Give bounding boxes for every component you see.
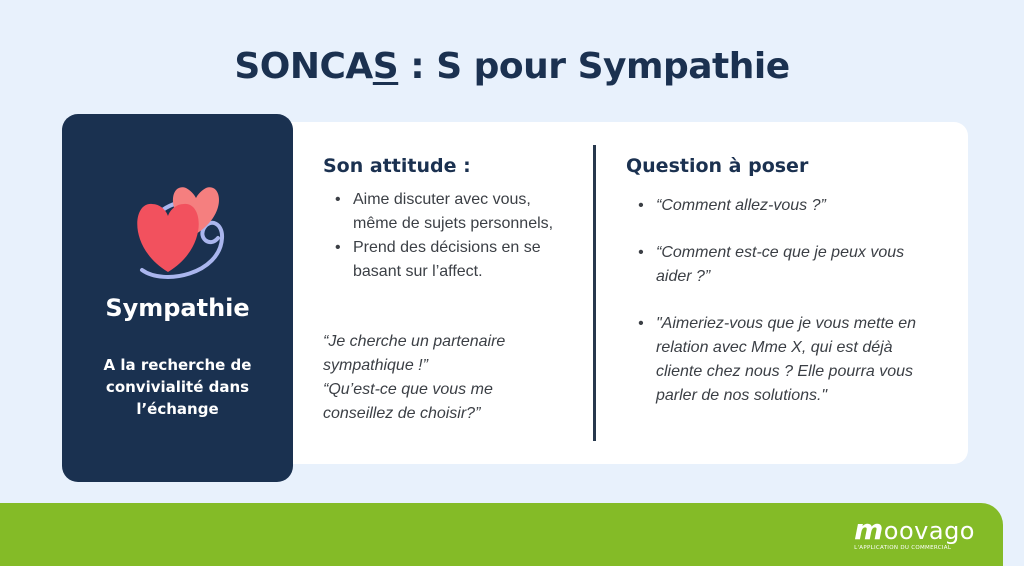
list-item [323, 236, 578, 284]
question-text: "Aimeriez-vous que je vous mette en relation avec Mme X, qui est déjà cliente chez nous ? Elle pourra vous parler de nos solutions." [656, 315, 917, 404]
profile-subtitle: A la recherche de convivialité dans l’échange [103, 356, 252, 418]
list-item [626, 312, 936, 408]
hearts-icon [124, 178, 234, 288]
quote-2: “Qu’est-ce que vous me conseillez de choisir?” [323, 381, 493, 422]
questions-heading: Question à poser [626, 155, 809, 177]
logo-rest: oovago [883, 517, 975, 545]
moovago-logo [854, 513, 975, 551]
logo-tagline: L'APPLICATION DU COMMERCIAL [854, 545, 952, 551]
bullet-icon: • [638, 197, 644, 214]
attitude-quotes [323, 330, 563, 426]
attitude-heading: Son attitude : [323, 155, 471, 177]
profile-title: Sympathie [105, 294, 250, 322]
bullet-icon: • [335, 239, 341, 256]
bullet-icon: • [638, 315, 644, 332]
questions-list [626, 194, 936, 408]
footer-bar [0, 503, 1003, 566]
logo-wordmark [854, 513, 975, 546]
title-prefix: SONCA [234, 46, 373, 87]
question-text: “Comment allez-vous ?” [656, 197, 826, 214]
list-item [626, 194, 936, 218]
list-item [323, 188, 578, 236]
attitude-bullet-text: Prend des décisions en se basant sur l’affect. [353, 239, 541, 280]
question-text: “Comment est-ce que je peux vous aider ?” [656, 244, 905, 285]
list-item [626, 241, 936, 289]
quote-1: “Je cherche un partenaire sympathique !” [323, 333, 506, 374]
profile-card [62, 114, 293, 482]
column-divider [593, 145, 596, 441]
attitude-list [323, 188, 578, 284]
title-suffix: : S pour Sympathie [398, 46, 790, 87]
title-underlined-letter: S [372, 46, 399, 87]
bullet-icon: • [335, 191, 341, 208]
logo-m: m [854, 513, 884, 546]
attitude-bullet-text: Aime discuter avec vous, même de sujets personnels, [353, 191, 554, 232]
bullet-icon: • [638, 244, 644, 261]
page-title [0, 46, 1024, 87]
